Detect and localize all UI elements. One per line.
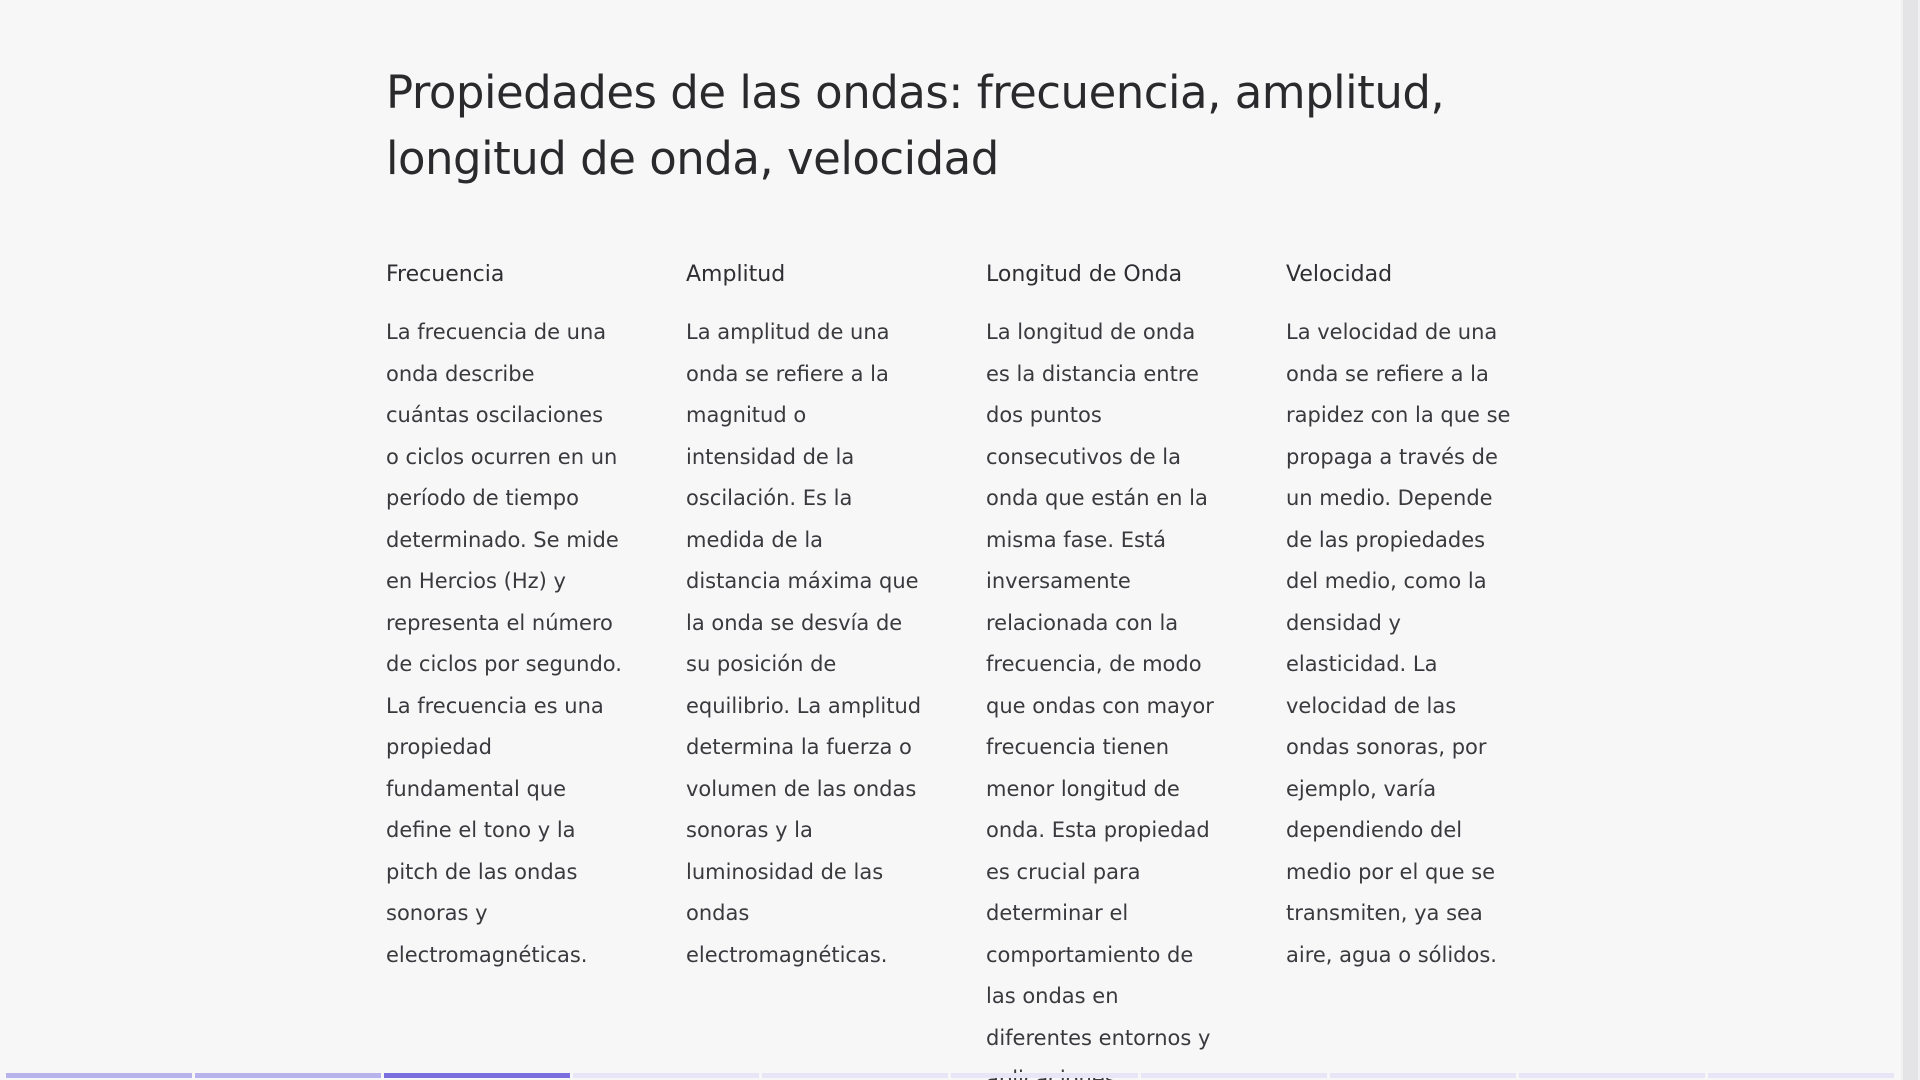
column-heading: Amplitud [686, 262, 786, 287]
column-heading: Frecuencia [386, 262, 505, 287]
column-body: La frecuencia de una onda describe cuántas oscilaciones o ciclos ocurren en un período de tiempo determinado. Se mide en Hercios (Hz) y representa el número de ciclos por segundo. La frecuencia es una propiedad fundamental que define el tono y la pitch de las ondas sonoras y electromagnéticas. [386, 320, 622, 967]
column-longitud-de-onda [986, 260, 1222, 1080]
column-body: La longitud de onda es la distancia entre dos puntos consecutivos de la onda que están en la misma fase. Está inversamente relacionada con la frecuencia, de modo que ondas con mayor frecuencia tienen menor longitud de onda. Esta propiedad es crucial para determinar el comportamiento de las ondas en diferentes entornos y [986, 320, 1214, 1050]
column-heading: Velocidad [1286, 262, 1393, 287]
slide [386, 60, 1546, 1050]
scrollbar-thumb[interactable] [1903, 0, 1918, 1080]
progress-segment[interactable] [195, 1073, 381, 1078]
slide-title: Propiedades de las ondas: frecuencia, amplitud, longitud de onda, velocidad [386, 66, 1445, 185]
progress-segment[interactable] [1708, 1073, 1894, 1078]
progress-segment[interactable] [1330, 1073, 1516, 1078]
column-body: La amplitud de una onda se refiere a la magnitud o intensidad de la oscilación. Es la medida de la distancia máxima que la onda se desvía de su posición de equilibrio. La amplitud determina la fuerza o volumen de las ondas sonoras y la luminosidad de las ondas electromagnéticas. [686, 320, 922, 967]
slide-progress-bar [6, 1073, 1894, 1078]
column-body: La velocidad de una onda se refiere a la rapidez con la que se propaga a través de un medio. Depende de las propiedades del medio, como la densidad y elasticidad. La velocidad de las ondas sonoras, por ejemplo, varía dependiendo del medio por el que se transmiten, ya sea aire, agua o sólidos. [1286, 320, 1511, 967]
progress-segment[interactable] [951, 1073, 1137, 1078]
progress-segment[interactable] [1141, 1073, 1327, 1078]
column-velocidad [1286, 260, 1522, 1080]
progress-segment[interactable] [384, 1073, 570, 1078]
progress-segment[interactable] [1519, 1073, 1705, 1078]
column-frecuencia [386, 260, 622, 1080]
progress-segment[interactable] [6, 1073, 192, 1078]
column-heading: Longitud de Onda [986, 262, 1183, 287]
content-columns [386, 260, 1546, 1080]
progress-segment[interactable] [573, 1073, 759, 1078]
progress-segment[interactable] [762, 1073, 948, 1078]
column-amplitud [686, 260, 922, 1080]
